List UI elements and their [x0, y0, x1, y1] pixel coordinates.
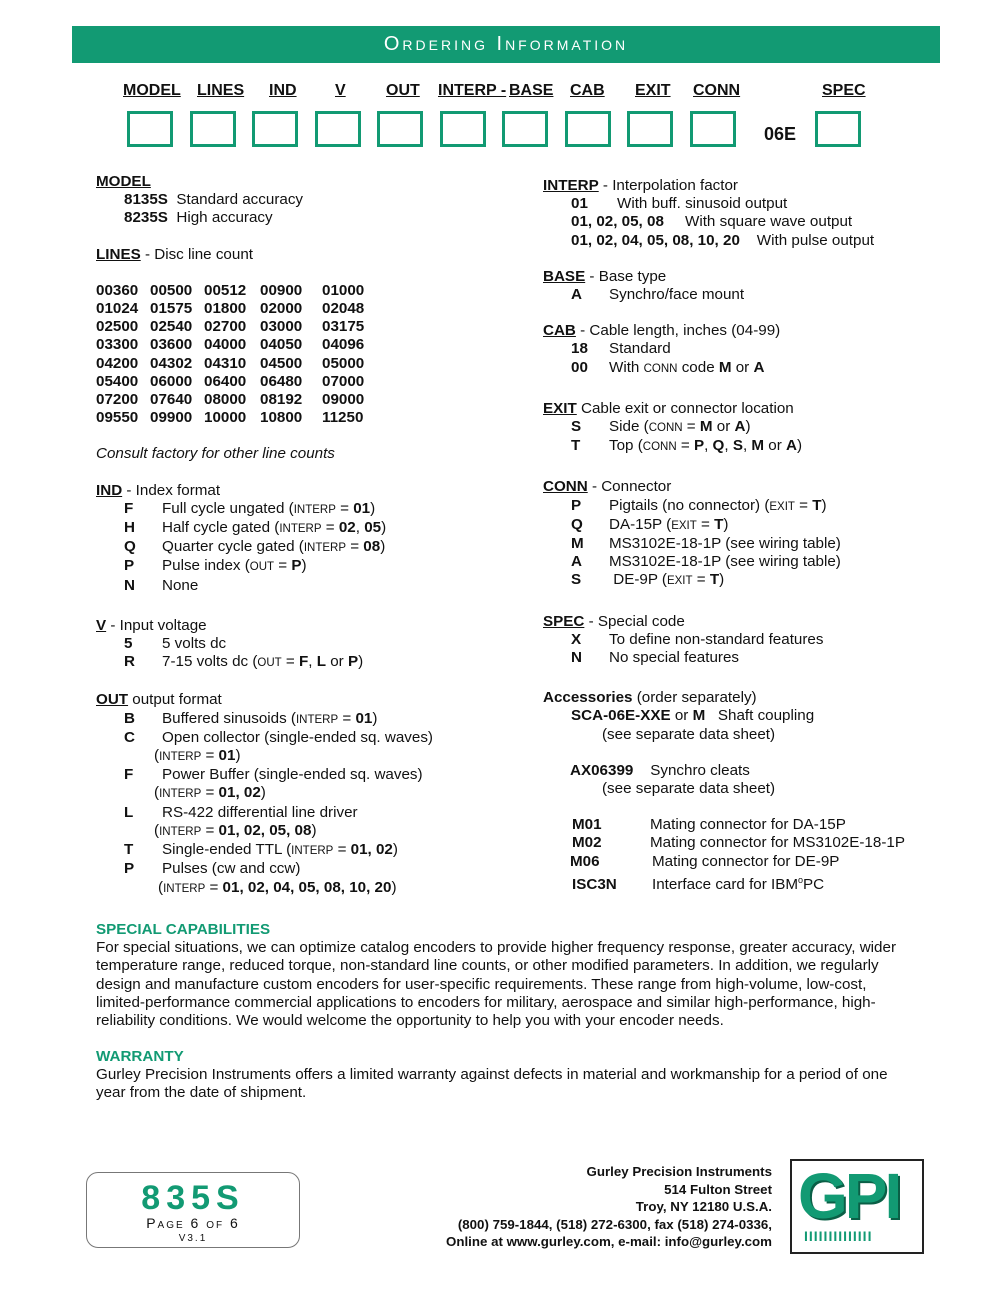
exit-end: ): [745, 418, 751, 436]
cab-or: or: [731, 358, 754, 376]
model-desc: Standard accuracy: [176, 191, 304, 209]
code-box-base[interactable]: [502, 111, 548, 147]
v-sep: or: [326, 653, 348, 671]
model-title: MODEL: [96, 173, 151, 190]
line-count-value: 06480: [260, 372, 303, 390]
out-code: F: [124, 766, 134, 784]
v-sep: ,: [308, 653, 317, 671]
accessory-code: M01: [572, 816, 602, 834]
conn-title: CONN: [543, 478, 588, 496]
code-box-out[interactable]: [377, 111, 423, 147]
accessory-code: SCA-06E-XXE: [571, 707, 671, 725]
code-box-conn[interactable]: [690, 111, 736, 147]
exit-sep: ,: [704, 437, 713, 455]
cab-val: A: [753, 358, 765, 376]
paragraph-line: reliability conditions. We would welcome the opportunity to help you with your encoder needs.: [96, 1012, 724, 1030]
line-count-value: 02000: [260, 300, 303, 318]
spec-code: N: [571, 649, 582, 667]
out-code: P: [124, 860, 135, 878]
line-count-value: 04310: [204, 354, 247, 372]
address-line: 514 Fulton Street: [664, 1181, 772, 1197]
accessory-or: or: [670, 707, 693, 725]
out-end: ): [372, 709, 378, 727]
out-ref: INTERP: [291, 845, 334, 858]
exit-end: ): [797, 437, 803, 455]
exit-or: or: [712, 418, 735, 436]
ind-eq: =: [335, 499, 354, 517]
line-count-row: [96, 391, 536, 409]
ind-text: Pulse index (: [162, 557, 250, 575]
badge-model: 835S: [141, 1179, 245, 1217]
base-title: BASE: [543, 267, 586, 285]
line-count-row: [96, 355, 536, 373]
accessory-text: Shaft coupling: [717, 707, 815, 725]
out-text: Open collector (single-ended sq. waves): [162, 728, 433, 746]
degree-mark: o: [798, 874, 804, 885]
ind-eq: =: [274, 557, 292, 575]
out-val: 01: [355, 709, 373, 727]
exit-code: S: [571, 418, 582, 436]
exit-desc: Cable exit or connector location: [576, 399, 794, 417]
ind-val: 08: [363, 538, 381, 556]
line-count-value: 10000: [204, 409, 247, 427]
address-line: (800) 759-1844, (518) 272-6300, fax (518) 274-0336,: [457, 1216, 772, 1232]
cab-code: 00: [571, 358, 588, 376]
out-ref: INTERP: [159, 825, 202, 838]
line-count-value: 05000: [322, 354, 365, 372]
line-count-value: 01575: [150, 300, 193, 318]
line-count-value: 07640: [150, 391, 193, 409]
code-box-cab[interactable]: [565, 111, 611, 147]
conn-eq: =: [692, 571, 710, 589]
v-end: ): [358, 653, 364, 671]
conn-desc: - Connector: [587, 478, 672, 496]
conn-val: T: [714, 515, 724, 533]
cab-text: With: [609, 358, 644, 376]
code-box-v[interactable]: [315, 111, 361, 147]
v-code: R: [124, 653, 135, 671]
line-count-value: 06000: [150, 372, 193, 390]
warranty-title: WARRANTY: [96, 1048, 184, 1065]
ind-text: Half cycle gated (: [162, 519, 280, 537]
ind-code: Q: [124, 538, 136, 556]
out-ref: INTERP: [295, 713, 339, 726]
conn-ref: EXIT: [671, 519, 697, 532]
code-header-conn: CONN: [693, 82, 741, 99]
line-count-row: [96, 282, 536, 300]
cab-tail: code: [677, 358, 719, 376]
interp-text: With square wave output: [685, 213, 853, 231]
conn-end: ): [723, 515, 729, 533]
out-code: L: [124, 803, 134, 821]
line-count-value: 06400: [204, 372, 247, 390]
v-text: 5 volts dc: [162, 635, 227, 653]
accessory-text: Mating connector for DE-9P: [652, 852, 840, 870]
line-count-value: 01000: [322, 281, 365, 299]
ind-ref: INTERP: [279, 523, 322, 536]
out-code: T: [124, 841, 134, 859]
exit-ref: CONN: [648, 422, 683, 435]
line-count-row: [96, 373, 536, 391]
v-desc: - Input voltage: [106, 616, 207, 634]
line-count-value: 02540: [150, 318, 193, 336]
line-count-value: 04200: [96, 354, 139, 372]
out-val: 01, 02: [350, 841, 393, 859]
conn-text: DA-15P (: [609, 515, 672, 533]
accessory-text: Interface card for IBM: [652, 875, 799, 893]
line-count-value: 04302: [150, 354, 193, 372]
exit-title: EXIT: [543, 399, 577, 417]
exit-or: or: [764, 437, 787, 455]
out-title: OUT: [96, 691, 129, 709]
v-val: F: [298, 653, 309, 671]
accessory-text: PC: [803, 875, 825, 893]
code-header-exit: EXIT: [635, 82, 671, 99]
out-text: Pulses (cw and ccw): [162, 860, 301, 878]
line-count-value: 09550: [96, 409, 139, 427]
line-count-value: 08192: [260, 391, 303, 409]
code-header-interp: INTERP -: [438, 82, 507, 99]
accessory-code: M02: [572, 834, 602, 852]
cab-desc: - Cable length, inches (04-99): [575, 322, 781, 340]
line-count-table: [96, 282, 536, 428]
line-count-value: 03300: [96, 336, 139, 354]
line-count-value: 10800: [260, 409, 303, 427]
ind-text: Quarter cycle gated (: [162, 538, 304, 556]
exit-val: A: [734, 418, 746, 436]
spec-code: X: [571, 630, 582, 648]
out-code: C: [124, 728, 135, 746]
ind-text: None: [162, 576, 199, 594]
ind-val: 01: [353, 499, 371, 517]
spec-text: No special features: [609, 649, 740, 667]
exit-val: S: [732, 437, 743, 455]
lines-desc: - Disc line count: [140, 245, 253, 263]
line-count-value: 07000: [322, 372, 365, 390]
line-count-note: Consult factory for other line counts: [96, 445, 335, 463]
v-text: 7-15 volts dc (: [162, 653, 258, 671]
paragraph-line: year from the date of shipment.: [96, 1084, 307, 1102]
ind-end: ): [380, 538, 386, 556]
special-capabilities-title: SPECIAL CAPABILITIES: [96, 921, 271, 938]
conn-code: P: [571, 496, 582, 514]
accessory-code: M06: [570, 852, 600, 870]
ind-ref: INTERP: [293, 503, 336, 516]
accessory-text: Mating connector for MS3102E-18-1P: [650, 834, 905, 852]
line-count-value: 03600: [150, 336, 193, 354]
exit-eq: =: [676, 437, 694, 455]
line-count-row: [96, 318, 536, 336]
line-count-value: 00360: [96, 281, 139, 299]
conn-code: S: [571, 571, 582, 589]
interp-text: With buff. sinusoid output: [617, 195, 788, 213]
model-code: 8235S: [124, 209, 168, 227]
interp-code: 01, 02, 04, 05, 08, 10, 20: [571, 231, 740, 249]
out-val: 01, 02: [218, 784, 261, 802]
paragraph-line: For special situations, we can optimize catalog encoders to provide higher frequency response, greater accuracy, wider: [96, 939, 897, 956]
interp-title: INTERP: [543, 177, 599, 194]
spec-desc: - Special code: [584, 612, 685, 630]
warranty-text: [96, 1066, 976, 1103]
code-header-out: OUT: [386, 82, 420, 99]
out-text: RS-422 differential line driver: [162, 803, 358, 821]
conn-end: ): [821, 496, 827, 514]
gpi-logo: [790, 1159, 924, 1254]
line-count-value: 04096: [322, 336, 365, 354]
interp-code: 01: [571, 195, 588, 213]
out-eq: =: [333, 841, 351, 859]
line-count-value: 04500: [260, 354, 303, 372]
line-count-value: 04050: [260, 336, 303, 354]
exit-code: T: [571, 437, 581, 455]
gpi-logo-bars: IIIIIIIIIIIIII: [804, 1228, 873, 1244]
exit-eq: =: [682, 418, 700, 436]
out-ref: INTERP: [159, 751, 202, 764]
line-count-value: 11250: [322, 409, 364, 427]
special-capabilities-text: [96, 939, 976, 1030]
paragraph-line: temperature range, reduced torque, non-standard line counts, or other modified parameters. In addition, we regularly: [96, 957, 879, 975]
v-title: V: [96, 616, 107, 634]
code-box-lines[interactable]: [190, 111, 236, 147]
line-count-value: 09000: [322, 391, 365, 409]
out-val: 01, 02, 05, 08: [218, 821, 312, 839]
model-badge: [86, 1172, 300, 1248]
company-address: [380, 1163, 772, 1251]
lines-title: LINES: [96, 245, 141, 263]
cab-ref: CONN: [643, 362, 678, 375]
code-header-base: BASE: [509, 82, 554, 99]
ind-title: IND: [96, 481, 123, 499]
line-count-value: 00500: [150, 281, 193, 299]
ind-sep: ,: [355, 519, 365, 537]
code-header-spec: SPEC: [822, 82, 866, 99]
ind-eq: =: [345, 538, 364, 556]
line-count-row: [96, 409, 536, 427]
base-desc: - Base type: [585, 267, 667, 285]
line-count-value: 09900: [150, 409, 193, 427]
line-count-value: 01024: [96, 300, 139, 318]
exit-val: M: [751, 437, 765, 455]
ind-code: P: [124, 557, 135, 575]
ind-val: 05: [364, 519, 382, 537]
ind-code: F: [124, 499, 134, 517]
ind-val: 02: [338, 519, 356, 537]
ind-code: H: [124, 519, 135, 537]
exit-sep: ,: [724, 437, 733, 455]
ind-text: Full cycle ungated (: [162, 499, 294, 517]
model-code: 8135S: [124, 191, 168, 209]
cab-code: 18: [571, 340, 588, 358]
code-box-ind[interactable]: [252, 111, 298, 147]
out-end: ): [392, 841, 398, 859]
spec-title: SPEC: [543, 612, 585, 630]
exit-text: Top (: [609, 437, 643, 455]
line-count-row: [96, 300, 536, 318]
conn-ref: EXIT: [666, 575, 693, 588]
badge-page: Page 6 of 6: [146, 1215, 240, 1231]
out-text: Single-ended TTL (: [162, 841, 292, 859]
v-val: L: [316, 653, 326, 671]
out-val: 01, 02, 04, 05, 08, 10, 20: [222, 878, 392, 896]
accessory-code: AX06399: [570, 761, 634, 779]
v-code: 5: [124, 635, 133, 653]
interp-desc: - Interpolation factor: [598, 177, 738, 194]
accessory-note: (see separate data sheet): [602, 780, 776, 798]
exit-val: P: [693, 437, 705, 455]
ind-code: N: [124, 576, 135, 594]
exit-val: A: [786, 437, 797, 455]
accessory-text: Synchro cleats: [650, 761, 750, 779]
accessory-code: M: [692, 707, 706, 725]
cab-text: Standard: [609, 340, 671, 358]
accessory-text: Mating connector for DA-15P: [650, 816, 846, 834]
ind-ref: OUT: [249, 561, 275, 574]
ind-end: ): [381, 519, 387, 537]
conn-code: Q: [571, 515, 583, 533]
cab-val: M: [718, 358, 732, 376]
exit-val: M: [699, 418, 713, 436]
code-header-model: MODEL: [123, 82, 181, 99]
interp-code: 01, 02, 05, 08: [571, 213, 664, 231]
accessories-desc: (order separately): [632, 689, 757, 707]
conn-eq: =: [696, 515, 715, 533]
cab-title: CAB: [543, 322, 576, 340]
line-count-value: 03000: [260, 318, 303, 336]
out-eq: =: [338, 709, 356, 727]
paragraph-line: Gurley Precision Instruments offers a limited warranty against defects in material and workmanship for a period of one: [96, 1066, 888, 1083]
out-desc: output format: [128, 691, 222, 709]
code-box-exit[interactable]: [627, 111, 673, 147]
exit-ref: CONN: [642, 441, 677, 454]
line-count-value: 08000: [204, 391, 247, 409]
left-column: MODEL 8135S Standard accuracy 8235S High accuracy LINES - Disc line count 00360 00500 00512 00900 01000 01024 01575 01800 02000 02048 02500 02540 02700 03000 03175 03300 03600 04000 04050 04096 04200 04302 04310 04500 05000 05400 06000 06400 06480 07000 07200 07640 08000 08192 09000 09550 09900 10000 10800 11250 Consult factory for other line counts IND - Index format F Full cycle ungated (INTERP = 01) H Half cycle gated (INTERP = 02, 05) Q Quarter cycle gated (INTERP = 08) P Pulse index (OUT = P) N None V - Input voltage 5 5 volts dc R 7-15 volts dc (OUT = F, L or P) OUT output format B Buffered sinusoids (INTERP = 01) C Open collector (single-ended sq. waves) (INTERP = 01) F Power Buffer (single-ended sq. waves) (INTERP = 01, 02) L RS-422 differential line driver (INTERP = 01, 02, 05, 08) T Single-ended TTL (INTERP = 01, 02) P Pulses (cw and ccw) (INTERP = 01, 02, 04, 05, 08, 10, 20): [96, 173, 536, 898]
code-box-spec[interactable]: [815, 111, 861, 147]
line-count-value: 05400: [96, 372, 139, 390]
conn-val: T: [709, 571, 720, 589]
line-count-value: 02048: [322, 300, 365, 318]
base-code: A: [571, 286, 582, 304]
code-box-model[interactable]: [127, 111, 173, 147]
badge-version: V3.1: [178, 1233, 208, 1244]
out-val: 01: [218, 747, 236, 765]
address-line: Troy, NY 12180 U.S.A.: [635, 1199, 772, 1214]
conn-text: Pigtails (no connector) (: [609, 496, 770, 514]
line-count-value: 04000: [204, 336, 247, 354]
exit-sep: ,: [742, 437, 752, 455]
out-text: Power Buffer (single-ended sq. waves): [162, 766, 423, 784]
code-header-v: V: [335, 82, 346, 99]
conn-ref: EXIT: [769, 500, 795, 513]
v-ref: OUT: [257, 657, 282, 670]
ind-val: P: [291, 557, 302, 575]
conn-text: MS3102E-18-1P (see wiring table): [609, 535, 841, 553]
ordering-information-banner: Ordering Information: [72, 26, 940, 63]
out-ref: INTERP: [163, 882, 206, 895]
accessory-note: (see separate data sheet): [602, 725, 776, 743]
accessory-code: ISC3N: [572, 875, 617, 893]
exit-val: Q: [712, 437, 725, 455]
line-count-value: 03175: [322, 318, 365, 336]
line-count-value: 02700: [204, 318, 247, 336]
conn-eq: =: [794, 496, 813, 514]
line-count-value: 07200: [96, 391, 139, 409]
ind-end: ): [370, 499, 376, 517]
model-desc: High accuracy: [176, 209, 273, 227]
line-count-value: 02500: [96, 318, 139, 336]
v-val: P: [347, 653, 359, 671]
out-text: Buffered sinusoids (: [162, 709, 296, 727]
ind-end: ): [301, 557, 307, 575]
spec-text: To define non-standard features: [609, 630, 824, 648]
interp-text: With pulse output: [756, 231, 875, 249]
gpi-logo-text: GPI: [798, 1160, 900, 1232]
conn-code: A: [571, 553, 582, 571]
out-ref: INTERP: [159, 788, 202, 801]
exit-text: Side (: [609, 418, 649, 436]
paragraph-line: limited-performance commercial applications to encoders for military, aerospace and similar high-performance, high-: [96, 993, 876, 1011]
conn-text: MS3102E-18-1P (see wiring table): [609, 553, 841, 571]
conn-code: M: [571, 535, 584, 553]
conn-val: T: [812, 496, 822, 514]
accessories-title: Accessories: [543, 689, 633, 707]
ind-ref: INTERP: [303, 542, 346, 555]
paragraph-line: design and manufacture custom encoders for user-specific requirements. These range from high-volume, low-cost,: [96, 975, 867, 993]
ind-eq: =: [321, 519, 339, 537]
fixed-code-06e: 06E: [764, 124, 797, 144]
line-count-row: [96, 336, 536, 354]
base-text: Synchro/face mount: [609, 286, 745, 304]
address-line: Online at www.gurley.com, e-mail: info@gurley.com: [446, 1234, 772, 1249]
out-code: B: [124, 709, 135, 727]
line-count-value: 01800: [204, 300, 247, 318]
ind-desc: - Index format: [122, 481, 221, 499]
conn-text: DE-9P (: [609, 571, 667, 589]
code-header-ind: IND: [269, 82, 297, 99]
conn-end: ): [719, 571, 725, 589]
v-eq: =: [281, 653, 299, 671]
code-header-cab: CAB: [570, 82, 605, 99]
address-line: Gurley Precision Instruments: [586, 1164, 772, 1179]
code-box-interp[interactable]: [440, 111, 486, 147]
line-count-value: 00900: [260, 281, 303, 299]
code-header-lines: LINES: [197, 82, 245, 99]
line-count-value: 00512: [204, 281, 247, 299]
right-column: [543, 177, 963, 894]
